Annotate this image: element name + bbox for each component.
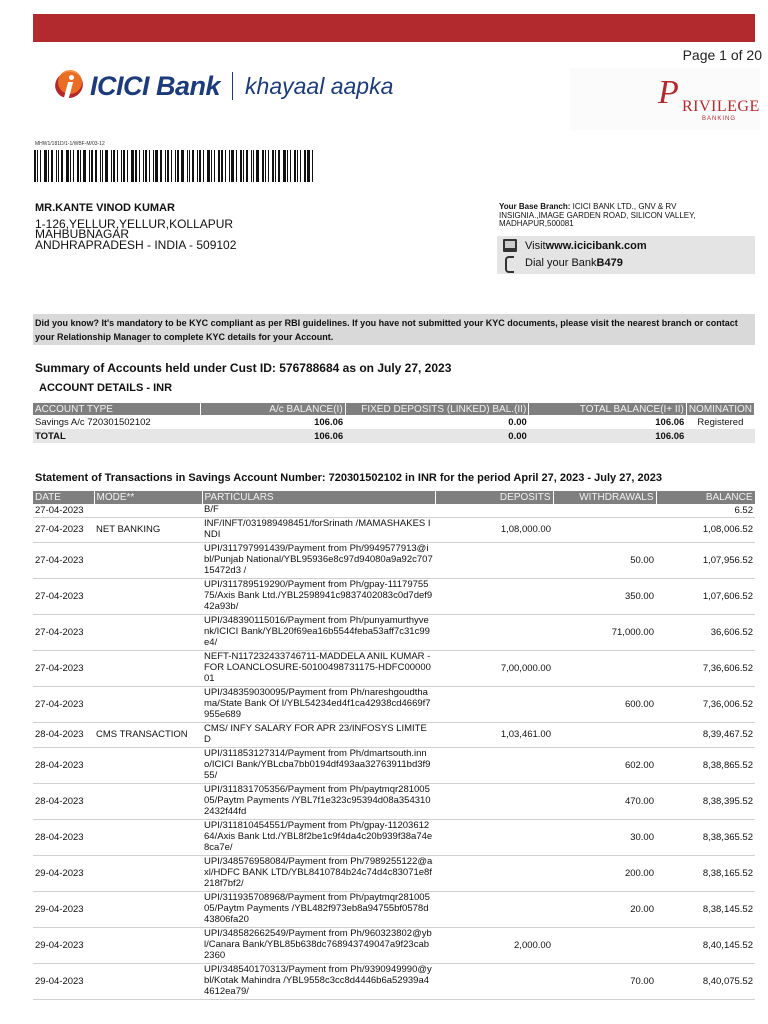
tx-deposit	[435, 542, 553, 578]
privilege-sub: BANKING	[702, 116, 737, 122]
tx-deposit: 2,000.00	[435, 927, 553, 963]
tx-mode: NET BANKING	[94, 517, 202, 542]
tx-withdrawal: 470.00	[553, 783, 656, 819]
tx-particulars: UPI/311935708968/Payment from Ph/paytmqr28100505/Paytm Payments /YBL482f973eb8a94755bf0578d43806fa20	[202, 891, 435, 927]
tx-mode	[94, 686, 202, 722]
account-details-heading: ACCOUNT DETAILS - INR	[39, 382, 173, 394]
tx-particulars: INF/INFT/031989498451/forSrinath /MAMASHAKES INDI	[202, 517, 435, 542]
tx-withdrawal: 71,000.00	[553, 614, 656, 650]
tx-particulars: UPI/311789519290/Payment from Ph/gpay-1117975575/Axis Bank Ltd./YBL2598941c9837402083c0d7def942a93b/	[202, 578, 435, 614]
tx-deposit	[435, 783, 553, 819]
tx-withdrawal	[553, 517, 656, 542]
tx-particulars: UPI/348582662549/Payment from Ph/960323802@ybl/Canara Bank/YBL85b638dc768943749047a9f23cab2360	[202, 927, 435, 963]
transaction-row	[33, 855, 755, 891]
tx-balance: 1,07,606.52	[656, 578, 755, 614]
tx-date: 28-04-2023	[33, 783, 94, 819]
tx-withdrawal: 350.00	[553, 578, 656, 614]
transactions-table	[33, 491, 756, 1000]
transaction-row	[33, 517, 755, 542]
privilege-banking-logo	[570, 68, 760, 130]
col-header: BALANCE	[656, 491, 755, 504]
address-line: 1-126,YELLUR,YELLUR,KOLLAPUR	[35, 216, 234, 231]
tx-mode	[94, 578, 202, 614]
transaction-row	[33, 747, 755, 783]
tx-date: 29-04-2023	[33, 891, 94, 927]
col-header: MODE**	[94, 491, 202, 504]
statement-title: Statement of Transactions in Savings Account Number: 720301502102 in INR for the period April 27, 2023 - July 27, 2023	[35, 472, 663, 484]
tx-date: 28-04-2023	[33, 722, 94, 747]
customer-address-block	[35, 203, 236, 250]
tx-particulars: UPI/311810454551/Payment from Ph/gpay-1120361264/Axis Bank Ltd./YBL8f2be1c9f4da4c20b939f38a74e8ca7e/	[202, 819, 435, 855]
tx-particulars: UPI/348359030095/Payment from Ph/nareshgoudthama/State Bank Of I/YBL54234ed4f1ca42938cd4669f7955e689	[202, 686, 435, 722]
tx-withdrawal: 30.00	[553, 819, 656, 855]
tx-mode	[94, 783, 202, 819]
logo-divider	[232, 72, 233, 100]
tx-deposit	[435, 578, 553, 614]
branch-address: ICICI BANK LTD., GNV & RV INSIGNIA.,IMAGE GARDEN ROAD, SILICON VALLEY, MADHAPUR,500081	[499, 202, 696, 228]
tx-deposit	[435, 891, 553, 927]
tx-balance: 8,38,145.52	[656, 891, 755, 927]
tx-date: 27-04-2023	[33, 504, 94, 517]
page-number: Page 1 of 20	[682, 47, 762, 63]
transaction-row	[33, 927, 755, 963]
col-header: DATE	[33, 491, 94, 504]
tx-balance: 8,38,395.52	[656, 783, 755, 819]
tx-withdrawal	[553, 927, 656, 963]
tx-balance: 1,08,006.52	[656, 517, 755, 542]
col-header: PARTICULARS	[202, 491, 435, 504]
tx-withdrawal	[553, 650, 656, 686]
tx-deposit	[435, 855, 553, 891]
tx-mode	[94, 927, 202, 963]
visit-row	[503, 239, 647, 252]
tx-particulars: UPI/348576958084/Payment from Ph/7989255122@axl/HDFC BANK LTD/YBL8410784b24c74d4c83071e8f218f7bf2/	[202, 855, 435, 891]
col-header: FIXED DEPOSITS (LINKED) BAL.(II)	[345, 403, 529, 415]
tx-mode	[94, 855, 202, 891]
tx-balance: 7,36,606.52	[656, 650, 755, 686]
icici-bank-logo	[52, 68, 393, 104]
col-header: A/c BALANCE(I)	[200, 403, 345, 415]
account-summary-table	[33, 403, 755, 443]
transaction-row	[33, 614, 755, 650]
tx-balance: 8,38,865.52	[656, 747, 755, 783]
tx-deposit	[435, 686, 553, 722]
tx-withdrawal: 602.00	[553, 747, 656, 783]
transaction-row	[33, 783, 755, 819]
tx-date: 27-04-2023	[33, 650, 94, 686]
tx-withdrawal: 50.00	[553, 542, 656, 578]
nomination	[686, 429, 754, 443]
address-line: MAHBUBNAGAR	[35, 227, 130, 241]
transaction-row	[33, 686, 755, 722]
tx-withdrawal	[553, 722, 656, 747]
col-header: DEPOSITS	[435, 491, 553, 504]
icici-logo-icon	[52, 68, 88, 104]
tx-deposit	[435, 614, 553, 650]
tx-deposit	[435, 963, 553, 999]
tx-withdrawal: 20.00	[553, 891, 656, 927]
transaction-row	[33, 722, 755, 747]
tx-particulars: B/F	[202, 504, 435, 517]
tx-withdrawal: 70.00	[553, 963, 656, 999]
tx-date: 29-04-2023	[33, 927, 94, 963]
tx-date: 28-04-2023	[33, 747, 94, 783]
tx-balance: 7,36,006.52	[656, 686, 755, 722]
tx-date: 29-04-2023	[33, 855, 94, 891]
tx-mode	[94, 891, 202, 927]
tx-particulars: UPI/311831705356/Payment from Ph/paytmqr28100505/Paytm Payments /YBL7f1e323c95394d08a3543102432f44fd	[202, 783, 435, 819]
col-header: WITHDRAWALS	[553, 491, 656, 504]
tx-particulars: UPI/348540170313/Payment from Ph/9390949990@ybl/Kotak Mahindra /YBL9558c3cc8d4446b6a52939a44612ea79/	[202, 963, 435, 999]
tx-withdrawal: 200.00	[553, 855, 656, 891]
tx-mode	[94, 819, 202, 855]
transaction-row	[33, 650, 755, 686]
ac-balance: 106.06	[200, 415, 345, 429]
tx-particulars: UPI/348390115016/Payment from Ph/punyamurthyvenk/ICICI Bank/YBL20f69ea16b5544feba53aff7c31c99e4/	[202, 614, 435, 650]
monitor-icon	[503, 239, 517, 252]
fd-balance: 0.00	[345, 415, 529, 429]
tx-date: 27-04-2023	[33, 578, 94, 614]
account-type: Savings A/c 720301502102	[33, 415, 200, 429]
tx-deposit: 1,08,000.00	[435, 517, 553, 542]
dial-row	[503, 256, 623, 269]
tx-date: 28-04-2023	[33, 819, 94, 855]
tx-balance: 36,606.52	[656, 614, 755, 650]
privilege-word: RIVILEGE	[682, 98, 760, 115]
tx-deposit	[435, 504, 553, 517]
tx-balance: 8,40,075.52	[656, 963, 755, 999]
kyc-notice: Did you know? It's mandatory to be KYC compliant as per RBI guidelines. If you have not submitted your KYC documents, please visit the nearest branch or contact your Relationship Manager to complete KYC details for your Account.	[33, 314, 755, 345]
dial-prefix: Dial your Bank	[525, 256, 597, 269]
tx-mode	[94, 650, 202, 686]
tx-date: 27-04-2023	[33, 614, 94, 650]
barcode	[34, 150, 324, 182]
tx-mode	[94, 542, 202, 578]
tx-date: 27-04-2023	[33, 517, 94, 542]
address-line: ANDHRAPRADESH - INDIA - 509102	[35, 237, 237, 252]
branch-label: Your Base Branch:	[499, 202, 571, 211]
tx-balance: 8,38,365.52	[656, 819, 755, 855]
transaction-row	[33, 542, 755, 578]
header-red-band	[33, 14, 755, 42]
tx-mode	[94, 504, 202, 517]
customer-name: MR.KANTE VINOD KUMAR	[35, 202, 175, 214]
tx-balance: 6.52	[656, 504, 755, 517]
tx-balance: 8,38,165.52	[656, 855, 755, 891]
tx-mode: CMS TRANSACTION	[94, 722, 202, 747]
tx-particulars: UPI/311853127314/Payment from Ph/dmartsouth.inno/ICICI Bank/YBLcba7bb0194df493aa32763911bd3f955/	[202, 747, 435, 783]
tx-withdrawal	[553, 504, 656, 517]
col-header: TOTAL BALANCE(I+ II)	[529, 403, 687, 415]
bank-name: ICICI Bank	[90, 70, 221, 101]
total-label: TOTAL	[33, 429, 200, 443]
tx-withdrawal: 600.00	[553, 686, 656, 722]
tx-mode	[94, 963, 202, 999]
website-link[interactable]: www.icicibank.com	[545, 239, 647, 252]
tx-mode	[94, 614, 202, 650]
tx-date: 27-04-2023	[33, 686, 94, 722]
bank-tagline: khayaal aapka	[245, 72, 394, 99]
visit-prefix: Visit	[525, 239, 546, 252]
nomination: Registered	[686, 415, 754, 429]
tx-particulars: NEFT-N117232433746711-MADDELA ANIL KUMAR -FOR LOANCLOSURE-50100498731175-HDFC0000001	[202, 650, 435, 686]
tx-deposit	[435, 747, 553, 783]
tx-date: 29-04-2023	[33, 963, 94, 999]
transaction-row	[33, 819, 755, 855]
total-balance: 106.06	[529, 429, 687, 443]
transaction-row	[33, 963, 755, 999]
tx-deposit: 7,00,000.00	[435, 650, 553, 686]
tx-deposit	[435, 819, 553, 855]
tx-mode	[94, 747, 202, 783]
privilege-initial: P	[658, 74, 679, 111]
col-header: ACCOUNT TYPE	[33, 403, 200, 415]
transaction-row	[33, 504, 755, 517]
phone-icon	[503, 256, 517, 269]
tx-particulars: CMS/ INFY SALARY FOR APR 23/INFOSYS LIMITED	[202, 722, 435, 747]
col-header: NOMINATION	[686, 403, 754, 415]
tx-balance: 8,39,467.52	[656, 722, 755, 747]
summary-title: Summary of Accounts held under Cust ID: 576788684 as on July 27, 2023	[35, 361, 452, 375]
table-row	[33, 415, 755, 429]
tx-balance: 1,07,956.52	[656, 542, 755, 578]
tx-date: 27-04-2023	[33, 542, 94, 578]
tx-deposit: 1,03,461.00	[435, 722, 553, 747]
transaction-row	[33, 891, 755, 927]
contact-box	[497, 236, 755, 274]
total-balance: 106.06	[529, 415, 687, 429]
table-row-total	[33, 429, 755, 443]
dial-code: B479	[596, 256, 623, 269]
transaction-row	[33, 578, 755, 614]
ac-balance: 106.06	[200, 429, 345, 443]
document-code: MHW1/181D/1-1/WBF-M/03-12	[35, 141, 105, 147]
fd-balance: 0.00	[345, 429, 529, 443]
tx-balance: 8,40,145.52	[656, 927, 755, 963]
tx-particulars: UPI/311797991439/Payment from Ph/9949577913@ibl/Punjab National/YBL95936e8c97d94080a9a92c70715472d3 /	[202, 542, 435, 578]
base-branch	[499, 203, 739, 229]
